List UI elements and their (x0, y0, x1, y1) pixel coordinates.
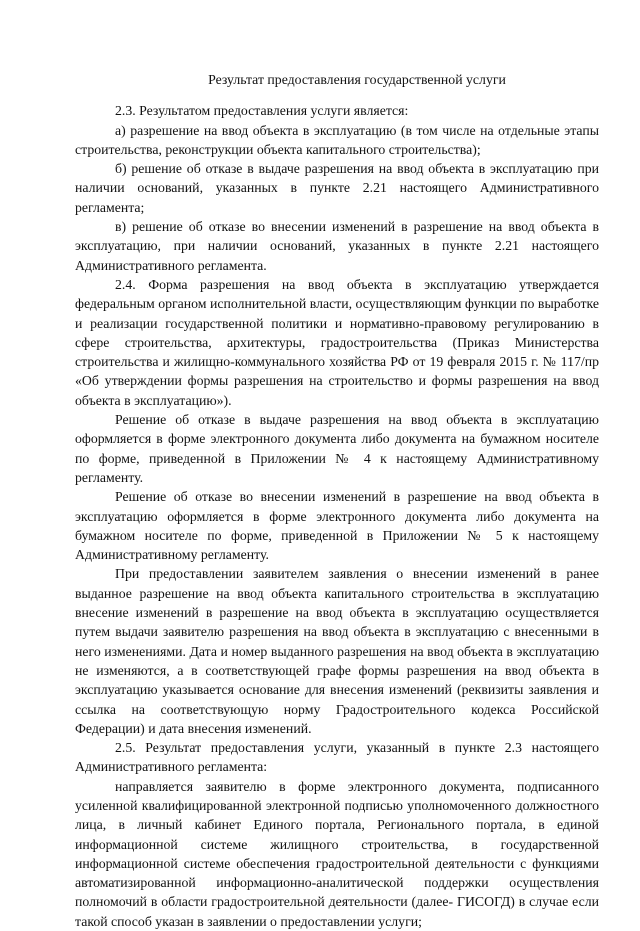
paragraph-refusal-issue: Решение об отказе в выдаче разрешения на ввод объекта в эксплуатацию оформляется в форме электронного документа либо документа на бумажном носителе по форме, приведенной в Приложении № 4 к настоящему Административному регламенту. (75, 412, 599, 485)
paragraph-2-4: 2.4. Форма разрешения на ввод объекта в эксплуатацию утверждается федеральным органом исполнительной власти, осуществляющим функции по выработке и реализации государственной политики и нормативно-правовому регулированию в сфере строительства, архитектуры, градостроительства (Приказ Министерства строительства и жилищно-коммунального хозяйства РФ от 19 февраля 2015 г. № 117/пр «Об утверждении формы разрешения на строительство и формы разрешения на ввод объекта в эксплуатацию»). (75, 276, 599, 408)
section-title: Результат предоставления государственной услуги (208, 72, 506, 87)
paragraph-2-5: 2.5. Результат предоставления услуги, указанный в пункте 2.3 настоящего Административного регламента: (75, 740, 599, 775)
paragraph-refusal-amend: Решение об отказе во внесении изменений в разрешение на ввод объекта в эксплуатацию оформляется в форме электронного документа либо документа на бумажном носителе по форме, приведенной в Приложении № 5 к настоящему Административному регламенту. (75, 489, 599, 563)
paragraph-2-3-a: а) разрешение на ввод объекта в эксплуатацию (в том числе на отдельные этапы строительства, реконструкции объекта капитального строительства); (75, 122, 599, 157)
paragraph-2-3-b: б) решение об отказе в выдаче разрешения на ввод объекта в эксплуатацию при наличии оснований, указанных в пункте 2.21 настоящего Административного регламента; (75, 161, 599, 215)
paragraph-2-3: 2.3. Результатом предоставления услуги является: (115, 103, 409, 119)
paragraph-2-3-v: в) решение об отказе во внесении изменений в разрешение на ввод объекта в эксплуатацию, при наличии оснований, указанных в пункте 2.21 настоящего Административного регламента. (75, 219, 599, 273)
paragraph-2-5-delivery: направляется заявителю в форме электронного документа, подписанного усиленной квалифицированной электронной подписью уполномоченного должностного лица, в личный кабинет Единого портала, Регионального портала, в единой информационной системе жилищного строительства, в государственной информационной системе обеспечения градостроительной деятельности с функциями автоматизированной информационно-аналитической поддержки осуществления полномочий в области градостроительной деятельности (далее- ГИСОГД) в случае если такой способ указан в заявлении о предоставлении услуги; (75, 778, 599, 929)
paragraph-amendment-procedure: При предоставлении заявителем заявления о внесении изменений в ранее выданное разрешение на ввод объекта капитального строительства в эксплуатацию внесение изменений в разрешение на ввод объекта в эксплуатацию осуществляется путем выдачи заявителю разрешения на ввод объекта в эксплуатацию с внесенными в него изменениями. Дата и номер выданного разрешения на ввод объекта в эксплуатацию не изменяются, а в соответствующей графе формы разрешения на ввод объекта в эксплуатацию указывается основание для внесения изменений (реквизиты заявления и ссылка на соответствующую норму Градостроительного кодекса Российской Федерации) и дата внесения изменений. (75, 566, 599, 736)
document-page (75, 70, 599, 931)
